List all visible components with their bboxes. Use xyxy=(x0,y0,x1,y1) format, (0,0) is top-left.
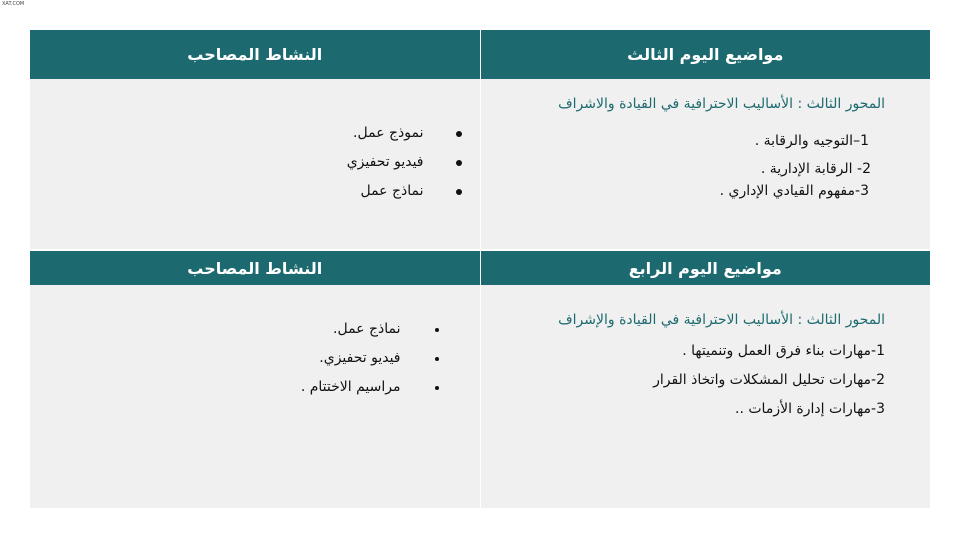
day3-header-row xyxy=(30,30,930,79)
list-item: نماذج عمل xyxy=(347,177,424,206)
day4-topics-header: مواضيع اليوم الرابع xyxy=(480,251,931,285)
day3-topics-header: مواضيع اليوم الثالث xyxy=(480,30,931,79)
day3-activity-header: النشاط المصاحب xyxy=(187,45,323,64)
bullet-icon xyxy=(435,386,439,390)
list-item: فيديو تحفيزي xyxy=(347,148,424,177)
bullet-icon xyxy=(456,160,462,166)
bullet-icon xyxy=(435,328,439,332)
bullet-icon xyxy=(435,357,439,361)
day3-topics-cell xyxy=(480,79,931,249)
day4-topics-cell xyxy=(480,285,931,508)
day4-topic-1: 1-مهارات بناء فرق العمل وتنميتها . xyxy=(682,343,885,359)
list-item: نموذج عمل. xyxy=(347,119,424,148)
day3-topic-2: 2- الرقابة الإدارية . xyxy=(760,161,871,177)
day4-activity-list xyxy=(301,315,401,402)
day4-topic-2: 2-مهارات تحليل المشكلات واتخاذ القرار xyxy=(653,372,885,388)
bullet-icon xyxy=(456,189,462,195)
day4-axis-title: المحور الثالث : الأساليب الاحترافية في القيادة والإشراف xyxy=(558,312,885,328)
day3-topic-1: 1–التوجيه والرقابة . xyxy=(754,133,869,149)
day3-body-row xyxy=(30,79,930,249)
day4-body-row xyxy=(30,285,930,508)
day3-activity-cell xyxy=(30,79,480,249)
day4-header-row xyxy=(30,251,930,285)
bullet-icon xyxy=(456,131,462,137)
list-item: فيديو تحفيزي. xyxy=(301,344,401,373)
day3-topic-3: 3-مفهوم القيادي الإداري . xyxy=(719,183,869,199)
day4-topic-3: 3-مهارات إدارة الأزمات .. xyxy=(735,401,885,417)
day3-activity-list xyxy=(347,119,424,206)
schedule-table xyxy=(30,30,930,508)
list-item: نماذج عمل. xyxy=(301,315,401,344)
watermark-text: XAT.COM xyxy=(2,1,25,7)
list-item: مراسيم الاختتام . xyxy=(301,373,401,402)
day4-activity-cell xyxy=(30,285,480,508)
day4-activity-header: النشاط المصاحب xyxy=(187,258,323,278)
day3-axis-title: المحور الثالث : الأساليب الاحترافية في القيادة والاشراف xyxy=(558,96,885,112)
